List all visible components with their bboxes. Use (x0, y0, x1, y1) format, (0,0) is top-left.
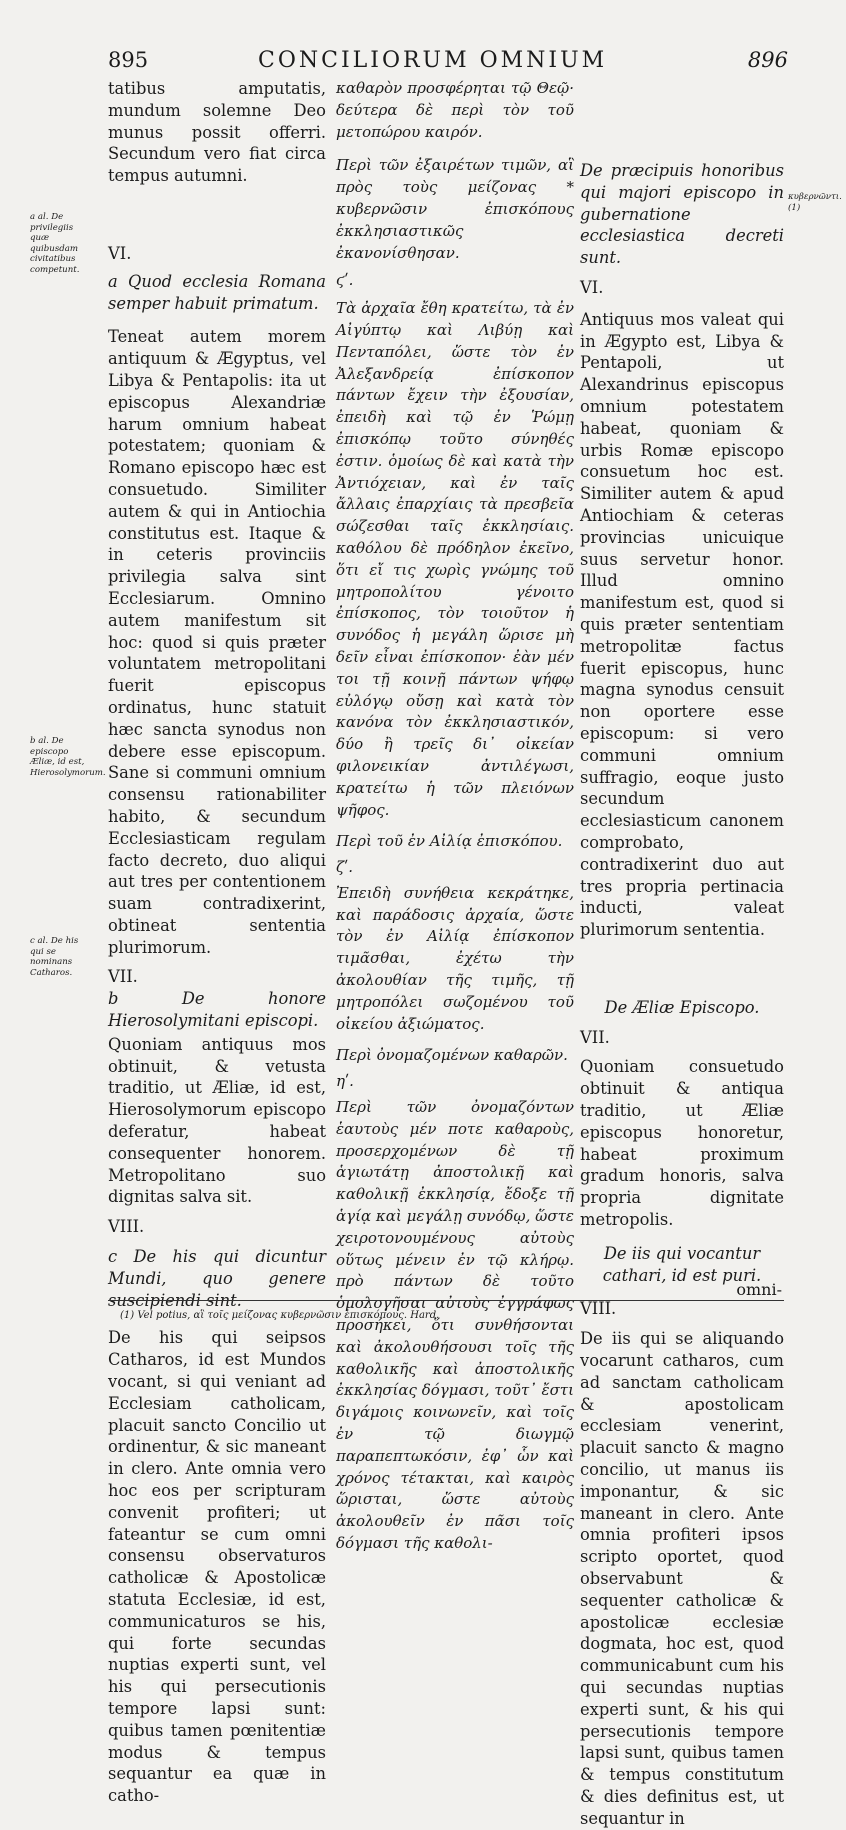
greek-num-vi: ϛʹ. (336, 271, 354, 290)
latin1-heading-viii: c De his qui dicuntur Mundi, quo genere suscipiendi sint. (108, 1247, 326, 1310)
footnote-rule (108, 1300, 784, 1301)
latin1-text-viii: De his qui seipsos Catharos, id est Mundos vocant, si qui veniant ad Ecclesiam catholicam, placuit sancto Concilio ut ordinentur, & sic maneant in clero. Ante omnia vero hoc eos per scripturam convenit profiteri; ut fateantur se cum omni consensu observaturos catholicæ & Apostolicæ statuta Ecclesiæ, id est, communicaturos se his, qui forte secundas nuptias experti sunt, vel his qui persecutionis tempore lapsi sunt: quibus tamen pœnitentiæ modus & tempus sequantur ea quæ in catho- (108, 1328, 326, 1806)
latin1-num-vii: VII. (108, 967, 138, 987)
latin1-heading-vii: b De honore Hierosolymitani episcopi. (108, 989, 326, 1031)
latin2-heading-vi: De præcipuis honoribus qui majori episcopo in gubernatione ecclesiastica decreti sunt. (580, 161, 784, 268)
greek-num-vii: ζʹ. (336, 858, 354, 877)
greek-text-vi: Τὰ ἀρχαῖα ἔθη κρατείτω, τὰ ἐν Αἰγύπτῳ καὶ Λιβύῃ καὶ Πενταπόλει, ὥστε τὸν ἐν Ἀλεξανδρείᾳ ἐπίσκοπον πάντων ἔχειν τὴν ἐξουσίαν, ἐπειδὴ καὶ τῷ ἐν Ῥώμῃ ἐπισκόπῳ τοῦτο σύνηθές ἐστιν. ὁμοίως δὲ καὶ κατὰ τὴν Ἀντιόχειαν, καὶ ἐν ταῖς ἄλλαις ἐπαρχίαις τὰ πρεσβεῖα σώζεσθαι ταῖς ἐκκλησίαις. καθόλου δὲ πρόδηλον ἐκεῖνο, ὅτι εἴ τις χωρὶς γνώμης τοῦ μητροπολίτου γένοιτο ἐπίσκοπος, τὸν τοιοῦτον ἡ συνόδος ἡ μεγάλη ὥρισε μὴ δεῖν εἶναι ἐπίσκοπον· ἐὰν μέν τοι τῇ κοινῇ πάντων ψήφῳ εὐλόγῳ οὔσῃ καὶ κατὰ τὸν κανόνα τὸν ἐκκλησιαστικόν, δύο ἢ τρεῖς δι᾿ οἰκείαν φιλονεικίαν ἀντιλέγωσι, κρατείτω ἡ τῶν πλειόνων ψῆφος. (336, 299, 574, 819)
latin2-text-vi: Antiquus mos valeat qui in Ægypto est, Libya & Pentapoli, ut Alexandrinus episcopus omnium potestatem habeat, quoniam & urbis Romæ episcopo consuetum hoc est. Similiter autem & apud Antiochiam & ceteras provincias unicuique suus servetur honor. Illud omnino manifestum est, quod si quis præter sententiam metropolitæ factus fuerit episcopus, hunc magna synodus censuit non oportere esse episcopum: si vero communi omnium suffragio, eoque justo secundum ecclesiasticum canonem comprobato, contradixerint duo aut tres propria pertinacia inducti, valeat plurimorum sententia. (580, 309, 784, 940)
latin-column-left (108, 78, 326, 1807)
margin-note-c: c al. De his qui se nominans Catharos. (30, 936, 79, 978)
greek-column (336, 78, 574, 1555)
footnote: (1) Vel potius, αἳ τοῖς μείζονας κυβερνῶσιν ἐπισκόπους. Hard. (120, 1310, 440, 1321)
latin2-num-viii: VIII. (580, 1299, 617, 1319)
greek-heading-vi: Περὶ τῶν ἐξαιρέτων τιμῶν, αἳ πρὸς τοὺς μείζονας * κυβερνῶσιν ἐπισκόπους ἐκκλησιαστικῶς ἐκανονίσθησαν. (336, 156, 574, 262)
greek-intro: καθαρὸν προσφέρηται τῷ Θεῷ· δεύτερα δὲ περὶ τὸν τοῦ μετοπώρου καιρόν. (336, 79, 574, 141)
margin-note-b: b al. De episcopo Æliæ, id est, Hierosolymorum. (30, 736, 106, 778)
margin-note-a: a al. De privilegiis quæ quibusdam civitatibus competunt. (30, 212, 80, 275)
latin1-num-vi: VI. (108, 243, 132, 263)
latin2-num-vii: VII. (580, 1027, 610, 1047)
page-number-left: 895 (108, 48, 149, 72)
running-header (108, 48, 788, 78)
latin1-text-vii: Quoniam antiquus mos obtinuit, & vetusta traditio, ut Æliæ, id est, Hierosolymorum episcopo deferatur, habeat consequenter honorem. Metropolitano suo dignitas salva sit. (108, 1034, 326, 1207)
greek-text-vii: Ἐπειδὴ συνήθεια κεκράτηκε, καὶ παράδοσις ἀρχαία, ὥστε τὸν ἐν Αἰλίᾳ ἐπίσκοπον τιμᾶσθαι, ἐχέτω τὴν ἀκολουθίαν τῆς τιμῆς, τῇ μητροπόλει σωζομένου τοῦ οἰκείου ἀξιώματος. (336, 883, 574, 1033)
latin1-intro: tatibus amputatis, mundum solemne Deo munus possit offerri. Secundum vero fiat circa tempus autumni. (108, 79, 326, 186)
latin2-text-viii: De iis qui se aliquando vocarunt catharos, cum ad sanctam catholicam & apostolicam ecclesiam venerint, placuit sancto & magno concilio, ut manus iis imponantur, & sic maneant in clero. Ante omnia profiteri ipsos scripto oportet, quod observabunt & sequenter catholicæ & apostolicæ ecclesiæ dogmata, hoc est, quod communicabunt cum his qui secundas nuptias experti sunt, & his qui persecutionis tempore lapsi sunt, quibus tamen & tempus constitutum & dies definitus est, ut sequantur in (580, 1329, 784, 1828)
greek-num-viii: ηʹ. (336, 1072, 354, 1091)
greek-text-viii: Περὶ τῶν ὀνομαζόντων ἑαυτοὺς μέν ποτε καθαροὺς, προσερχομένων δὲ τῇ ἁγιωτάτῃ ἀποστολικῇ καὶ καθολικῇ ἐκκλησίᾳ, ἔδοξε τῇ ἁγίᾳ καὶ μεγάλῃ συνόδῳ, ὥστε χειροτονουμένους αὐτοὺς οὕτως μένειν ἐν τῷ κλήρῳ. πρὸ πάντων δὲ τοῦτο ὁμολογῆσαι αὐτοὺς ἐγγράφως προσήκει, ὅτι συνθήσονται καὶ ἀκολουθήσουσι τοῖς τῆς καθολικῆς καὶ ἀποστολικῆς ἐκκλησίας δόγμασι, τοῦτ᾿ ἔστι διγάμοις κοινωνεῖν, καὶ τοῖς ἐν τῷ διωγμῷ παραπεπτωκόσιν, ἐφ᾿ ὧν καὶ χρόνος τέτακται, καὶ καιρὸς ὥρισται, ὥστε αὐτοὺς ἀκολουθεῖν ἐν πᾶσι τοῖς δόγμασι τῆς καθολι- (336, 1098, 574, 1552)
latin2-text-vii: Quoniam consuetudo obtinuit & antiqua traditio, ut Æliæ episcopus honoretur, habeat proximum gradum honoris, salva propria dignitate metropolis. (580, 1057, 784, 1230)
latin2-num-vi: VI. (580, 277, 604, 297)
latin2-heading-viii: De iis qui vocantur cathari, id est puri. (602, 1243, 762, 1285)
latin1-text-vi: Teneat autem morem antiquum & Ægyptus, vel Libya & Pentapolis: ita ut episcopus Alexandriæ harum omnium habeat potestatem; quoniam & Romano episcopo hæc est consuetudo. Similiter autem & qui in Antiochia constitutus est. Itaque & in ceteris provinciis privilegia salva sint Ecclesiarum. Omnino autem manifestum sit hoc: quod si quis præter voluntatem metropolitani fuerit episcopus ordinatus, hunc statuit hæc sancta synodus non debere esse episcopum. Sane si communi omnium consensu rationabiliter habito, & secundum Ecclesiasticam regulam facto decreto, duo aliqui aut tres per contentionem suam contradixerint, obtineat sententia plurimorum. (108, 327, 326, 957)
margin-note-right: κυβερνῶντι. (1) (788, 192, 842, 213)
running-title: CONCILIORUM OMNIUM (258, 48, 608, 73)
greek-heading-viii: Περὶ ὀνομαζομένων καθαρῶν. (336, 1046, 568, 1065)
catchword: omni- (736, 1280, 782, 1299)
latin2-heading-vii: De Æliæ Episcopo. (604, 997, 760, 1017)
latin-column-right (580, 160, 784, 1830)
latin1-num-viii: VIII. (108, 1217, 145, 1237)
latin1-heading-vi: a Quod ecclesia Romana semper habuit primatum. (108, 271, 326, 313)
page-number-right: 896 (747, 48, 788, 72)
greek-heading-vii: Περὶ τοῦ ἐν Αἰλίᾳ ἐπισκόπου. (336, 832, 563, 851)
